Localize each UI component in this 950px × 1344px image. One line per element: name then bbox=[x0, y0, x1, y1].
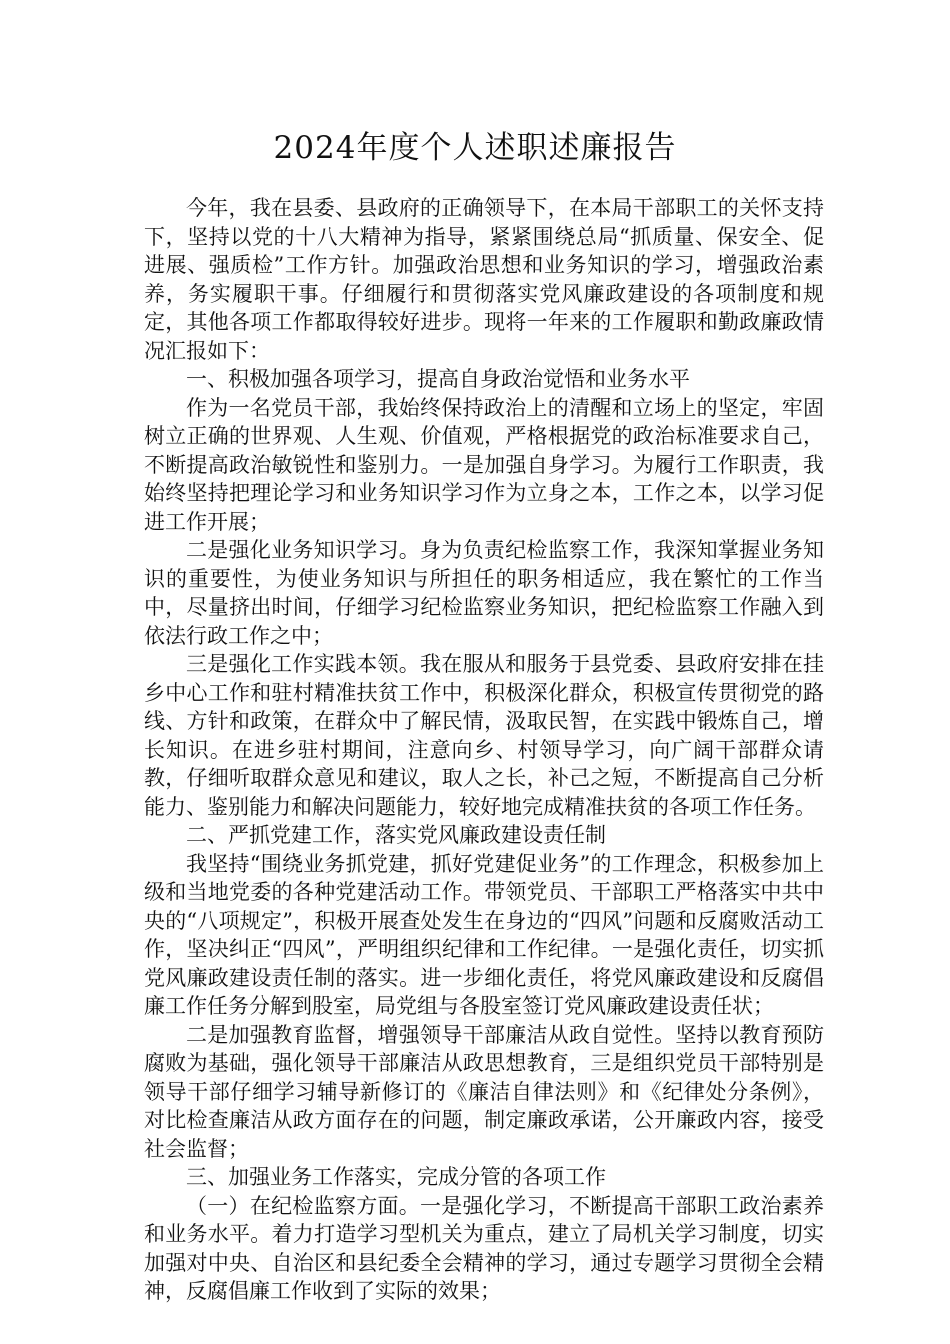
section-heading-3: 三、加强业务工作落实，完成分管的各项工作 bbox=[186, 1165, 606, 1189]
section-heading-1: 一、积极加强各项学习，提高自身政治觉悟和业务水平 bbox=[186, 367, 690, 391]
paragraph: 作为一名党员干部，我始终保持政治上的清醒和立场上的坚定，牢固树立正确的世界观、人生观、价值观，严格根据党的政治标准要求自己，不断提高政治敏锐性和鉴别力。一是加强自身学习。为履行工作职责，我始终坚持把理论学习和业务知识学习作为立身之本，工作之本，以学习促进工作开展； bbox=[144, 395, 824, 534]
paragraph: 二是强化业务知识学习。身为负责纪检监察工作，我深知掌握业务知识的重要性，为使业务知识与所担任的职务相适应，我在繁忙的工作当中，尽量挤出时间，仔细学习纪检监察业务知识，把纪检监察工作融入到依法行政工作之中； bbox=[144, 538, 824, 648]
paragraph: 我坚持“围绕业务抓党建，抓好党建促业务”的工作理念，积极参加上级和当地党委的各种党建活动工作。带领党员、干部职工严格落实中共中央的“八项规定”，积极开展查处发生在身边的“四风”问题和反腐败活动工作，坚决纠正“四风”，严明组织纪律和工作纪律。一是强化责任，切实抓党风廉政建设责任制的落实。进一步细化责任，将党风廉政建设和反腐倡廉工作任务分解到股室，局党组与各股室签订党风廉政建设责任状； bbox=[144, 851, 824, 1018]
paragraph: （一）在纪检监察方面。一是强化学习，不断提高干部职工政治素养和业务水平。着力打造学习型机关为重点，建立了局机关学习制度，切实加强对中央、自治区和县纪委全会精神的学习，通过专题学习贯彻全会精神，反腐倡廉工作收到了实际的效果； bbox=[144, 1193, 824, 1303]
document-title: 2024年度个人述职述廉报告 bbox=[273, 130, 677, 166]
document-body bbox=[144, 194, 824, 1306]
paragraph-intro: 今年，我在县委、县政府的正确领导下，在本局干部职工的关怀支持下，坚持以党的十八大精神为指导，紧紧围绕总局“抓质量、保安全、促进展、强质检”工作方针。加强政治思想和业务知识的学习，增强政治素养，务实履职干事。仔细履行和贯彻落实党风廉政建设的各项制度和规定，其他各项工作都取得较好进步。现将一年来的工作履职和勤政廉政情况汇报如下： bbox=[144, 196, 824, 363]
section-heading-2: 二、严抓党建工作，落实党风廉政建设责任制 bbox=[186, 823, 606, 847]
paragraph: 二是加强教育监督，增强领导干部廉洁从政自觉性。坚持以教育预防腐败为基础，强化领导干部廉洁从政思想教育，三是组织党员干部特别是领导干部仔细学习辅导新修订的《廉洁自律法则》和《纪律处分条例》，对比检查廉洁从政方面存在的问题，制定廉政承诺，公开廉政内容，接受社会监督； bbox=[144, 1022, 824, 1161]
paragraph: 三是强化工作实践本领。我在服从和服务于县党委、县政府安排在挂乡中心工作和驻村精准扶贫工作中，积极深化群众，积极宣传贯彻党的路线、方针和政策，在群众中了解民情，汲取民智，在实践中锻炼自己，增长知识。在进乡驻村期间，注意向乡、村领导学习，向广阔干部群众请教，仔细听取群众意见和建议，取人之长，补己之短，不断提高自己分析能力、鉴别能力和解决问题能力，较好地完成精准扶贫的各项工作任务。 bbox=[144, 652, 824, 819]
